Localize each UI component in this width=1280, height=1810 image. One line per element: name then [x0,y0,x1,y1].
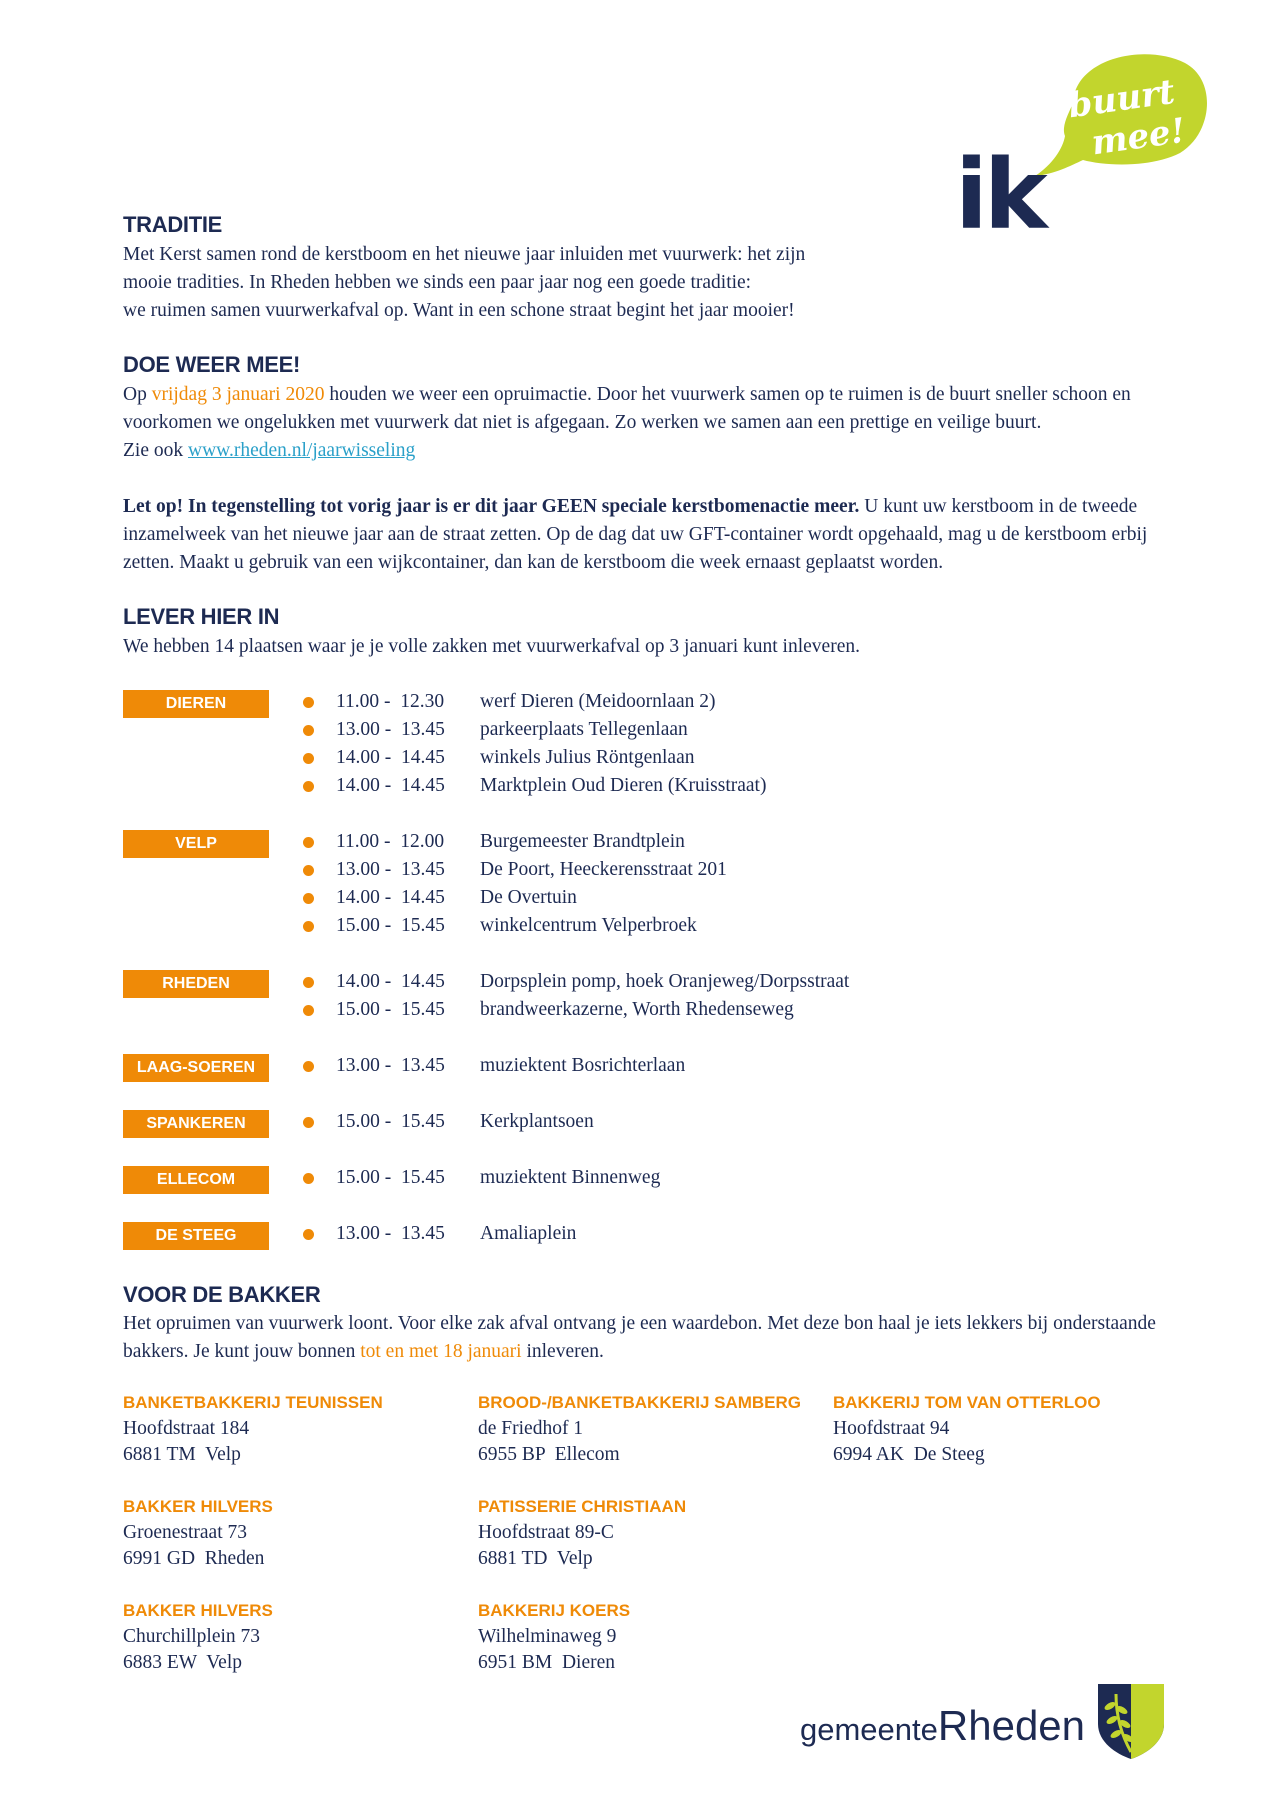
bakery-street: Wilhelminaweg 9 [478,1626,617,1647]
drop-off-place: Amaliaplein [480,1223,577,1244]
bakery-name: BAKKERIJ TOM VAN OTTERLOO [833,1393,1101,1412]
drop-off-place: De Overtuin [480,887,577,908]
bakery-name: BAKKER HILVERS [123,1601,273,1620]
rheden-crest-icon [1096,1680,1166,1760]
drop-off-place: muziektent Binnenweg [480,1167,661,1188]
location-badge: SPANKEREN [123,1110,269,1138]
bakery-city: 6883 EW Velp [123,1652,242,1673]
time-range: 14.00 - 14.45 [336,887,445,908]
time-range: 15.00 - 15.45 [336,915,445,936]
bakery-city: 6991 GD Rheden [123,1548,265,1569]
bakery-street: Hoofdstraat 94 [833,1418,950,1439]
time-range: 13.00 - 13.45 [336,719,445,740]
wordmark-gemeente: gemeente [800,1712,938,1747]
time-range: 13.00 - 13.45 [336,1223,445,1244]
bakery-entry [478,1494,818,1572]
svg-text:buurt: buurt [1065,71,1178,127]
doe-mee-text [123,381,1173,465]
traditie-text [123,241,1173,325]
bakery-entry [123,1494,463,1572]
location-badge: LAAG-SOEREN [123,1054,269,1082]
bakery-city: 6955 BP Ellecom [478,1444,620,1465]
see-also-label: Zie ook [123,440,188,461]
bullet-icon [303,1173,314,1184]
drop-off-place: Burgemeester Brandtplein [480,831,685,852]
drop-off-place: werf Dieren (Meidoornlaan 2) [480,691,716,712]
deadline-date: tot en met 18 januari [360,1341,522,1362]
time-range: 14.00 - 14.45 [336,971,445,992]
action-date: vrijdag 3 januari 2020 [151,384,325,405]
bullet-icon [303,781,314,792]
drop-off-place: Kerkplantsoen [480,1111,594,1132]
bakery-city: 6881 TD Velp [478,1548,593,1569]
bakery-street: Groenestraat 73 [123,1522,247,1543]
time-range: 13.00 - 13.45 [336,859,445,880]
bakery-entry [123,1390,463,1468]
heading-voor-de-bakker: VOOR DE BAKKER [123,1282,321,1307]
kerstboom-notice [123,493,1173,577]
bakery-city: 6951 BM Dieren [478,1652,616,1673]
bullet-icon [303,893,314,904]
bakery-street: Hoofdstraat 184 [123,1418,250,1439]
bakery-name: BANKETBAKKERIJ TEUNISSEN [123,1393,383,1412]
bullet-icon [303,1229,314,1240]
location-badge: ELLECOM [123,1166,269,1194]
bullet-icon [303,921,314,932]
svg-text:ik: ik [955,139,1044,238]
drop-off-place: Marktplein Oud Dieren (Kruisstraat) [480,775,767,796]
drop-off-place: brandweerkazerne, Worth Rhedenseweg [480,999,794,1020]
let-op-notice: Let op! In tegenstelling tot vorig jaar is er dit jaar GEEN speciale kerstbomenactie meer. [123,496,860,517]
drop-off-place: De Poort, Heeckerensstraat 201 [480,859,727,880]
time-range: 15.00 - 15.45 [336,1111,445,1132]
bakery-entry [123,1598,463,1676]
time-range: 15.00 - 15.45 [336,1167,445,1188]
bakery-entry [478,1598,818,1676]
time-range: 14.00 - 14.45 [336,775,445,796]
heading-lever-hier-in: LEVER HIER IN [123,604,280,629]
drop-off-place: Dorpsplein pomp, hoek Oranjeweg/Dorpsstraat [480,971,850,992]
speech-bubble-logo-graphic [955,48,1215,238]
bullet-icon [303,1061,314,1072]
bakery-street: de Friedhof 1 [478,1418,584,1439]
doe-mee-text-post: houden we weer een opruimactie. Door het vuurwerk samen op te ruimen is de buurt sneller schoon en voorkomen we ongelukken met vuurwerk dat niet is afgegaan. Zo werken we samen aan een prettige en veilige buurt. [123,384,1131,433]
bakery-name: PATISSERIE CHRISTIAAN [478,1497,687,1516]
bullet-icon [303,725,314,736]
time-range: 15.00 - 15.45 [336,999,445,1020]
location-badge: DIEREN [123,690,269,718]
bullet-icon [303,697,314,708]
bakery-name: BAKKERIJ KOERS [478,1601,631,1620]
bakery-street: Hoofdstraat 89-C [478,1522,614,1543]
kerstboom-notice-rest: U kunt uw kerstboom in de tweede inzamelweek van het nieuwe jaar aan de straat zetten. Op de dag dat uw GFT-container wordt opgehaald, mag u de kerstboom erbij zetten. Maakt u gebruik van een wijkcontainer, dan kan de kerstboom die week ernaast geplaatst worden. [123,496,1148,573]
bullet-icon [303,753,314,764]
location-badge: DE STEEG [123,1222,269,1250]
drop-off-place: muziektent Bosrichterlaan [480,1055,686,1076]
doe-mee-text-pre: Op [123,384,152,405]
heading-doe-weer-mee: DOE WEER MEE! [123,352,300,377]
bakery-name: BAKKER HILVERS [123,1497,273,1516]
traditie-line-3: we ruimen samen vuurwerkafval op. Want in een schone straat begint het jaar mooier! [123,300,795,321]
bullet-icon [303,977,314,988]
time-range: 13.00 - 13.45 [336,1055,445,1076]
traditie-line-1: Met Kerst samen rond de kerstboom en het nieuwe jaar inluiden met vuurwerk: het zijn [123,244,806,265]
wordmark-rheden: Rheden [937,1702,1086,1749]
bakery-list [123,1390,1123,1690]
heading-traditie: TRADITIE [123,212,223,237]
bakery-city: 6994 AK De Steeg [833,1444,985,1465]
bullet-icon [303,837,314,848]
location-badge: VELP [123,830,269,858]
svg-text:mee!: mee! [1089,110,1188,164]
jaarwisseling-link[interactable]: www.rheden.nl/jaarwisseling [187,440,416,461]
ik-buurt-mee-logo [955,48,1215,238]
bakker-text-post: inleveren. [521,1341,604,1362]
bakker-text-pre: Het opruimen van vuurwerk loont. Voor elke zak afval ontvang je een waardebon. Met deze bon haal je iets lekkers bij onderstaande bakkers. Je kunt jouw bonnen [123,1313,1156,1362]
traditie-line-2: mooie tradities. In Rheden hebben we sinds een paar jaar nog een goede traditie: [123,272,752,293]
bakery-street: Churchillplein 73 [123,1626,261,1647]
drop-off-place: winkels Julius Röntgenlaan [480,747,695,768]
bullet-icon [303,1117,314,1128]
location-badge: RHEDEN [123,970,269,998]
time-range: 14.00 - 14.45 [336,747,445,768]
bakery-name: BROOD-/BANKETBAKKERIJ SAMBERG [478,1393,802,1412]
gemeente-rheden-wordmark [800,1702,1085,1750]
time-range: 11.00 - 12.30 [336,691,445,712]
time-range: 11.00 - 12.00 [336,831,445,852]
drop-off-place: parkeerplaats Tellegenlaan [480,719,688,740]
bakery-entry [478,1390,818,1468]
drop-off-place: winkelcentrum Velperbroek [480,915,697,936]
lever-intro: We hebben 14 plaatsen waar je je volle zakken met vuurwerkafval op 3 januari kunt inleveren. [123,636,860,657]
bakker-text [123,1310,1173,1366]
bakery-city: 6881 TM Velp [123,1444,241,1465]
bullet-icon [303,865,314,876]
gemeente-rheden-logo [800,1680,1170,1770]
bullet-icon [303,1005,314,1016]
bakery-entry [833,1390,1173,1468]
